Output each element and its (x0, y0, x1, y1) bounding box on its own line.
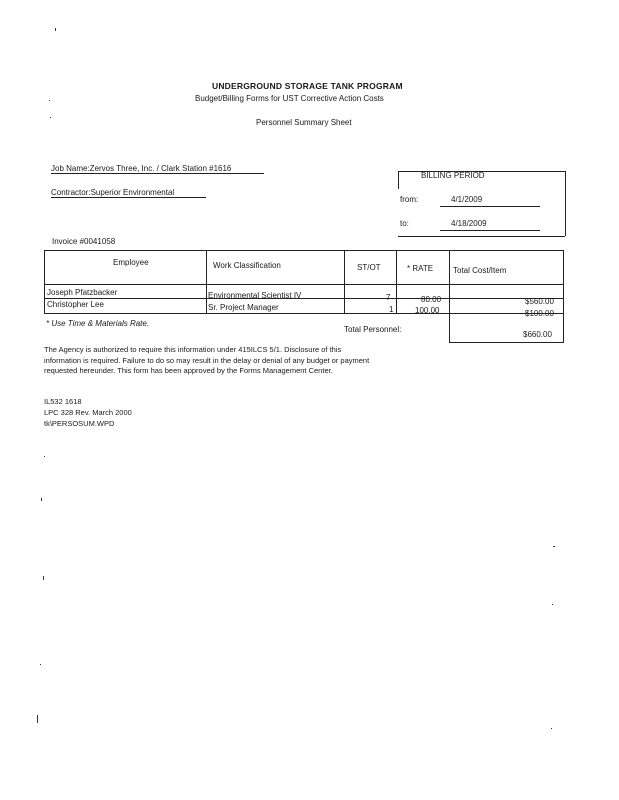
rate-cell: 100.00 (415, 306, 440, 315)
table-col-line-5 (563, 250, 564, 343)
total-cell: $560.00 (525, 297, 554, 306)
job-name: Job Name:Zervos Three, Inc. / Clark Station #1616 (51, 164, 264, 174)
sheet-name: Personnel Summary Sheet (256, 118, 352, 127)
header-total-cost: Total Cost/Item (453, 266, 507, 275)
header-employee: Employee (113, 258, 149, 267)
scan-speck (553, 546, 555, 547)
st-ot-cell: 1 (389, 305, 394, 314)
table-col-line-1 (206, 250, 207, 313)
total-personnel-label: Total Personnel: (344, 325, 402, 334)
billing-from-value: 4/1/2009 (451, 195, 483, 204)
total-cell: $100.00 (525, 309, 554, 318)
billing-from-label: from: (400, 195, 419, 204)
rate-cell: 80.00 (421, 295, 442, 304)
table-top-line (44, 250, 564, 251)
billing-from-line (440, 206, 540, 207)
form-id-1: IL532 1618 (44, 397, 82, 406)
invoice-number: Invoice #0041058 (52, 237, 116, 246)
scan-speck (551, 728, 552, 729)
total-bottom-line (449, 342, 563, 343)
program-title: UNDERGROUND STORAGE TANK PROGRAM (212, 81, 403, 91)
scan-speck (49, 100, 50, 101)
form-subtitle: Budget/Billing Forms for UST Corrective Action Costs (195, 94, 384, 103)
table-row-line (44, 298, 564, 299)
employee-cell: Joseph Pfatzbacker (47, 288, 118, 297)
table-col-line-2 (344, 250, 345, 313)
scan-speck (552, 604, 553, 605)
classification-cell: Sr. Project Manager (208, 303, 279, 312)
table-bottom-line (44, 313, 564, 314)
scan-speck (44, 456, 45, 457)
table-col-line-3 (396, 250, 397, 313)
authorization-notice: The Agency is authorized to require this information under 415ILCS 5/1. Disclosure of this information is required. Failure to do so may result in the delay or denial of any budget or payment requested hereunder. This form has been approved by the Forms Management Center. (44, 345, 370, 375)
classification-cell: Environmental Scientist IV (208, 291, 302, 300)
form-id-2: LPC 328 Rev. March 2000 (44, 408, 132, 417)
scan-speck (55, 28, 56, 31)
form-id-3: tk\PERSOSUM.WPD (44, 419, 115, 428)
employee-cell: Christopher Lee (47, 300, 104, 309)
contractor-name: Contractor:Superior Environmental (51, 188, 206, 198)
billing-to-value: 4/18/2009 (451, 219, 487, 228)
billing-box-bottom (398, 236, 565, 237)
total-personnel-value: $660.00 (523, 330, 552, 339)
billing-to-label: to: (400, 219, 409, 228)
table-col-line-4 (449, 250, 450, 343)
billing-to-line (440, 230, 540, 231)
table-header-line (44, 284, 564, 285)
footnote: * Use Time & Materials Rate. (46, 319, 150, 328)
billing-period-title: BILLING PERIOD (421, 171, 485, 180)
billing-box-right (565, 171, 566, 236)
scan-speck (50, 117, 51, 118)
header-st-ot: ST/OT (357, 263, 381, 272)
scan-speck (37, 715, 38, 723)
billing-box-left (398, 171, 399, 189)
scan-speck (40, 664, 41, 665)
header-work-classification: Work Classification (213, 261, 281, 270)
scan-speck (43, 576, 44, 580)
st-ot-cell: 7 (386, 293, 391, 302)
header-rate: * RATE (407, 264, 434, 273)
scan-speck (41, 498, 42, 501)
table-col-line-0 (44, 250, 45, 313)
